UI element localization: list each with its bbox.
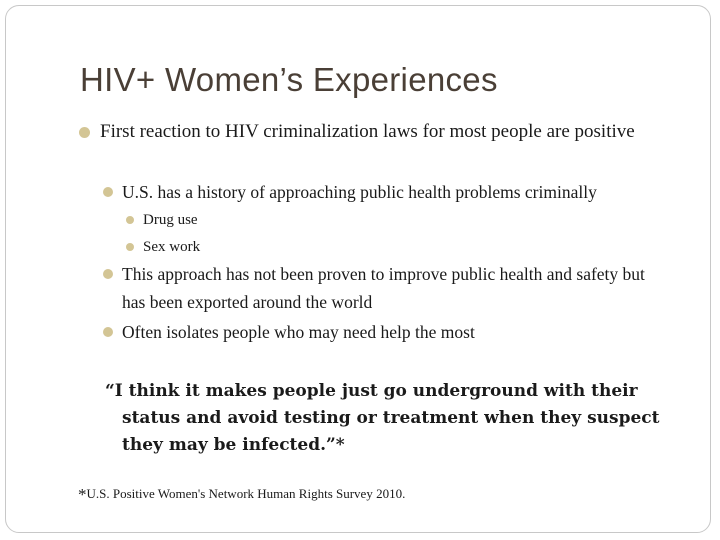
quote-block: “I think it makes people just go underground with their status and avoid testing or treatment when they suspect they may be infected.”* [105,381,660,455]
bullet-item [100,118,660,146]
bullet-text: Drug use [143,212,198,228]
bullet-dot-icon [103,187,113,197]
bullet-text: This approach has not been proven to improve public health and safety but has been exported around the world [122,264,645,312]
bullet-dot-icon [79,127,90,138]
bullet-text: Sex work [143,239,201,255]
bullet-text: Often isolates people who may need help the most [122,322,475,342]
sub-bullet-item [122,318,662,346]
sub-sub-bullet-item [143,209,198,231]
sub-bullet-item [122,260,662,316]
bullet-text: First reaction to HIV criminalization laws for most people are positive [100,121,635,142]
footnote-text: U.S. Positive Women's Network Human Rights Survey 2010. [86,486,406,501]
bullet-dot-icon [126,216,134,224]
footnote [78,485,405,505]
bullet-text: U.S. has a history of approaching public health problems criminally [122,182,597,202]
bullet-dot-icon [103,269,113,279]
bullet-dot-icon [126,243,134,251]
sub-bullet-item [122,178,682,206]
slide-title: HIV+ Women’s Experiences [80,61,498,98]
footnote-star: * [78,485,87,504]
bullet-dot-icon [103,327,113,337]
sub-sub-bullet-item [143,236,200,258]
